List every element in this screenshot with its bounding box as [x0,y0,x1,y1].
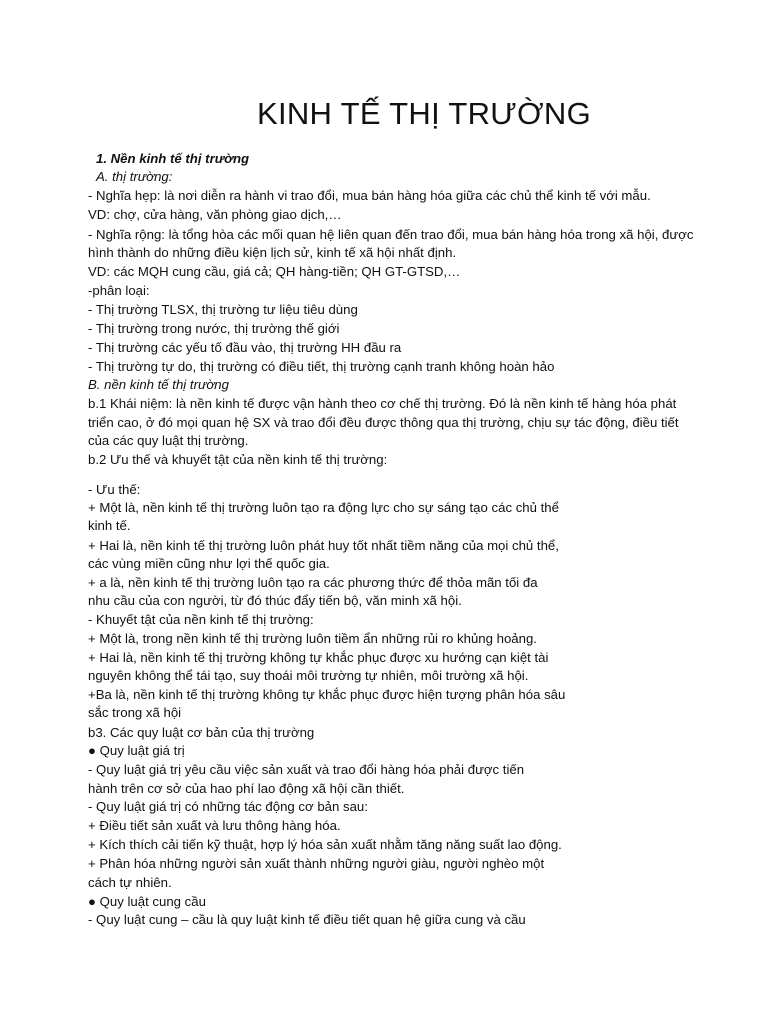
text-line: sắc trong xã hội [88,705,182,720]
document-title: KINH TẾ THỊ TRƯỜNG [256,96,592,131]
text-line: B. nền kinh tế thị trường [88,377,229,392]
text-line: - Quy luật giá trị có những tác động cơ bản sau: [88,799,368,814]
text-line: của các quy luật thị trường. [88,433,249,448]
text-line: ● Quy luật cung cầu [88,894,206,909]
text-line: - Thị trường TLSX, thị trường tư liệu tiêu dùng [88,302,358,317]
text-line: b3. Các quy luật cơ bản của thị trường [88,725,315,740]
text-line: - Nghĩa hẹp: là nơi diễn ra hành vi trao đổi, mua bán hàng hóa giữa các chủ thể kinh tế với mẫu. [88,188,651,203]
text-line: - Ưu thế: [88,482,141,497]
text-line: hình thành do những điều kiện lịch sử, kinh tế xã hội nhất định. [88,245,457,260]
text-line: + Một là, trong nền kinh tế thị trường luôn tiềm ẩn những rủi ro khủng hoảng. [88,631,537,646]
text-line: - Quy luật giá trị yêu cầu việc sản xuất và trao đổi hàng hóa phải được tiến [88,762,525,777]
text-line: cách tự nhiên. [88,875,172,890]
text-line: kinh tế. [88,518,131,533]
text-line: - Khuyết tật của nền kinh tế thị trường: [88,612,314,627]
text-line: + Kích thích cải tiến kỹ thuật, hợp lý hóa sản xuất nhằm tăng năng suất lao động. [88,837,562,852]
text-line: b.1 Khái niệm: là nền kinh tế được vận hành theo cơ chế thị trường. Đó là nền kinh tế hàng hóa phát [88,396,677,411]
text-line: + Phân hóa những người sản xuất thành những người giàu, người nghèo một [88,856,545,871]
text-line: VD: các MQH cung cầu, giá cả; QH hàng-tiền; QH GT-GTSD,… [88,264,461,279]
text-line: b.2 Ưu thế và khuyết tật của nền kinh tế thị trường: [88,452,388,467]
text-line: - Quy luật cung – cầu là quy luật kinh tế điều tiết quan hệ giữa cung và cầu [88,912,526,927]
text-line: - Thị trường trong nước, thị trường thế giới [88,321,340,336]
text-line: - Nghĩa rộng: là tổng hòa các mối quan hệ liên quan đến trao đổi, mua bán hàng hóa trong xã hội, được [88,227,694,242]
text-line: + Hai là, nền kinh tế thị trường không tự khắc phục được xu hướng cạn kiệt tài [88,650,549,665]
text-line: + a là, nền kinh tế thị trường luôn tạo ra các phương thức để thỏa mãn tối đa [88,575,538,590]
text-line: nhu cầu của con người, từ đó thúc đẩy tiến bộ, văn minh xã hội. [88,593,462,608]
text-line: triển cao, ở đó mọi quan hệ SX và trao đổi đều được thông qua thị trường, chịu sự tác động, điều tiết [88,415,679,430]
text-line: VD: chợ, cửa hàng, văn phòng giao dịch,… [88,207,342,222]
text-line: - Thị trường tự do, thị trường có điều tiết, thị trường cạnh tranh không hoàn hảo [88,359,555,374]
text-line: + Điều tiết sản xuất và lưu thông hàng hóa. [88,818,341,833]
text-line: hành trên cơ sở của hao phí lao động xã hội cần thiết. [88,781,405,796]
text-line: + Một là, nền kinh tế thị trường luôn tạo ra động lực cho sự sáng tạo các chủ thể [88,500,559,515]
text-line: các vùng miền cũng như lợi thế quốc gia. [88,556,330,571]
text-line: +Ba là, nền kinh tế thị trường không tự khắc phục được hiện tượng phân hóa sâu [88,687,566,702]
text-line: ● Quy luật giá trị [88,743,185,758]
text-line: A. thị trường: [96,169,173,184]
text-line: + Hai là, nền kinh tế thị trường luôn phát huy tốt nhất tiềm năng của mọi chủ thể, [88,538,559,553]
text-line: -phân loại: [88,283,150,298]
text-line: nguyên không thể tái tạo, suy thoái môi trường tự nhiên, môi trường xã hội. [88,668,529,683]
text-line: 1. Nền kinh tế thị trường [96,151,250,166]
text-line: - Thị trường các yếu tố đầu vào, thị trường HH đầu ra [88,340,402,355]
